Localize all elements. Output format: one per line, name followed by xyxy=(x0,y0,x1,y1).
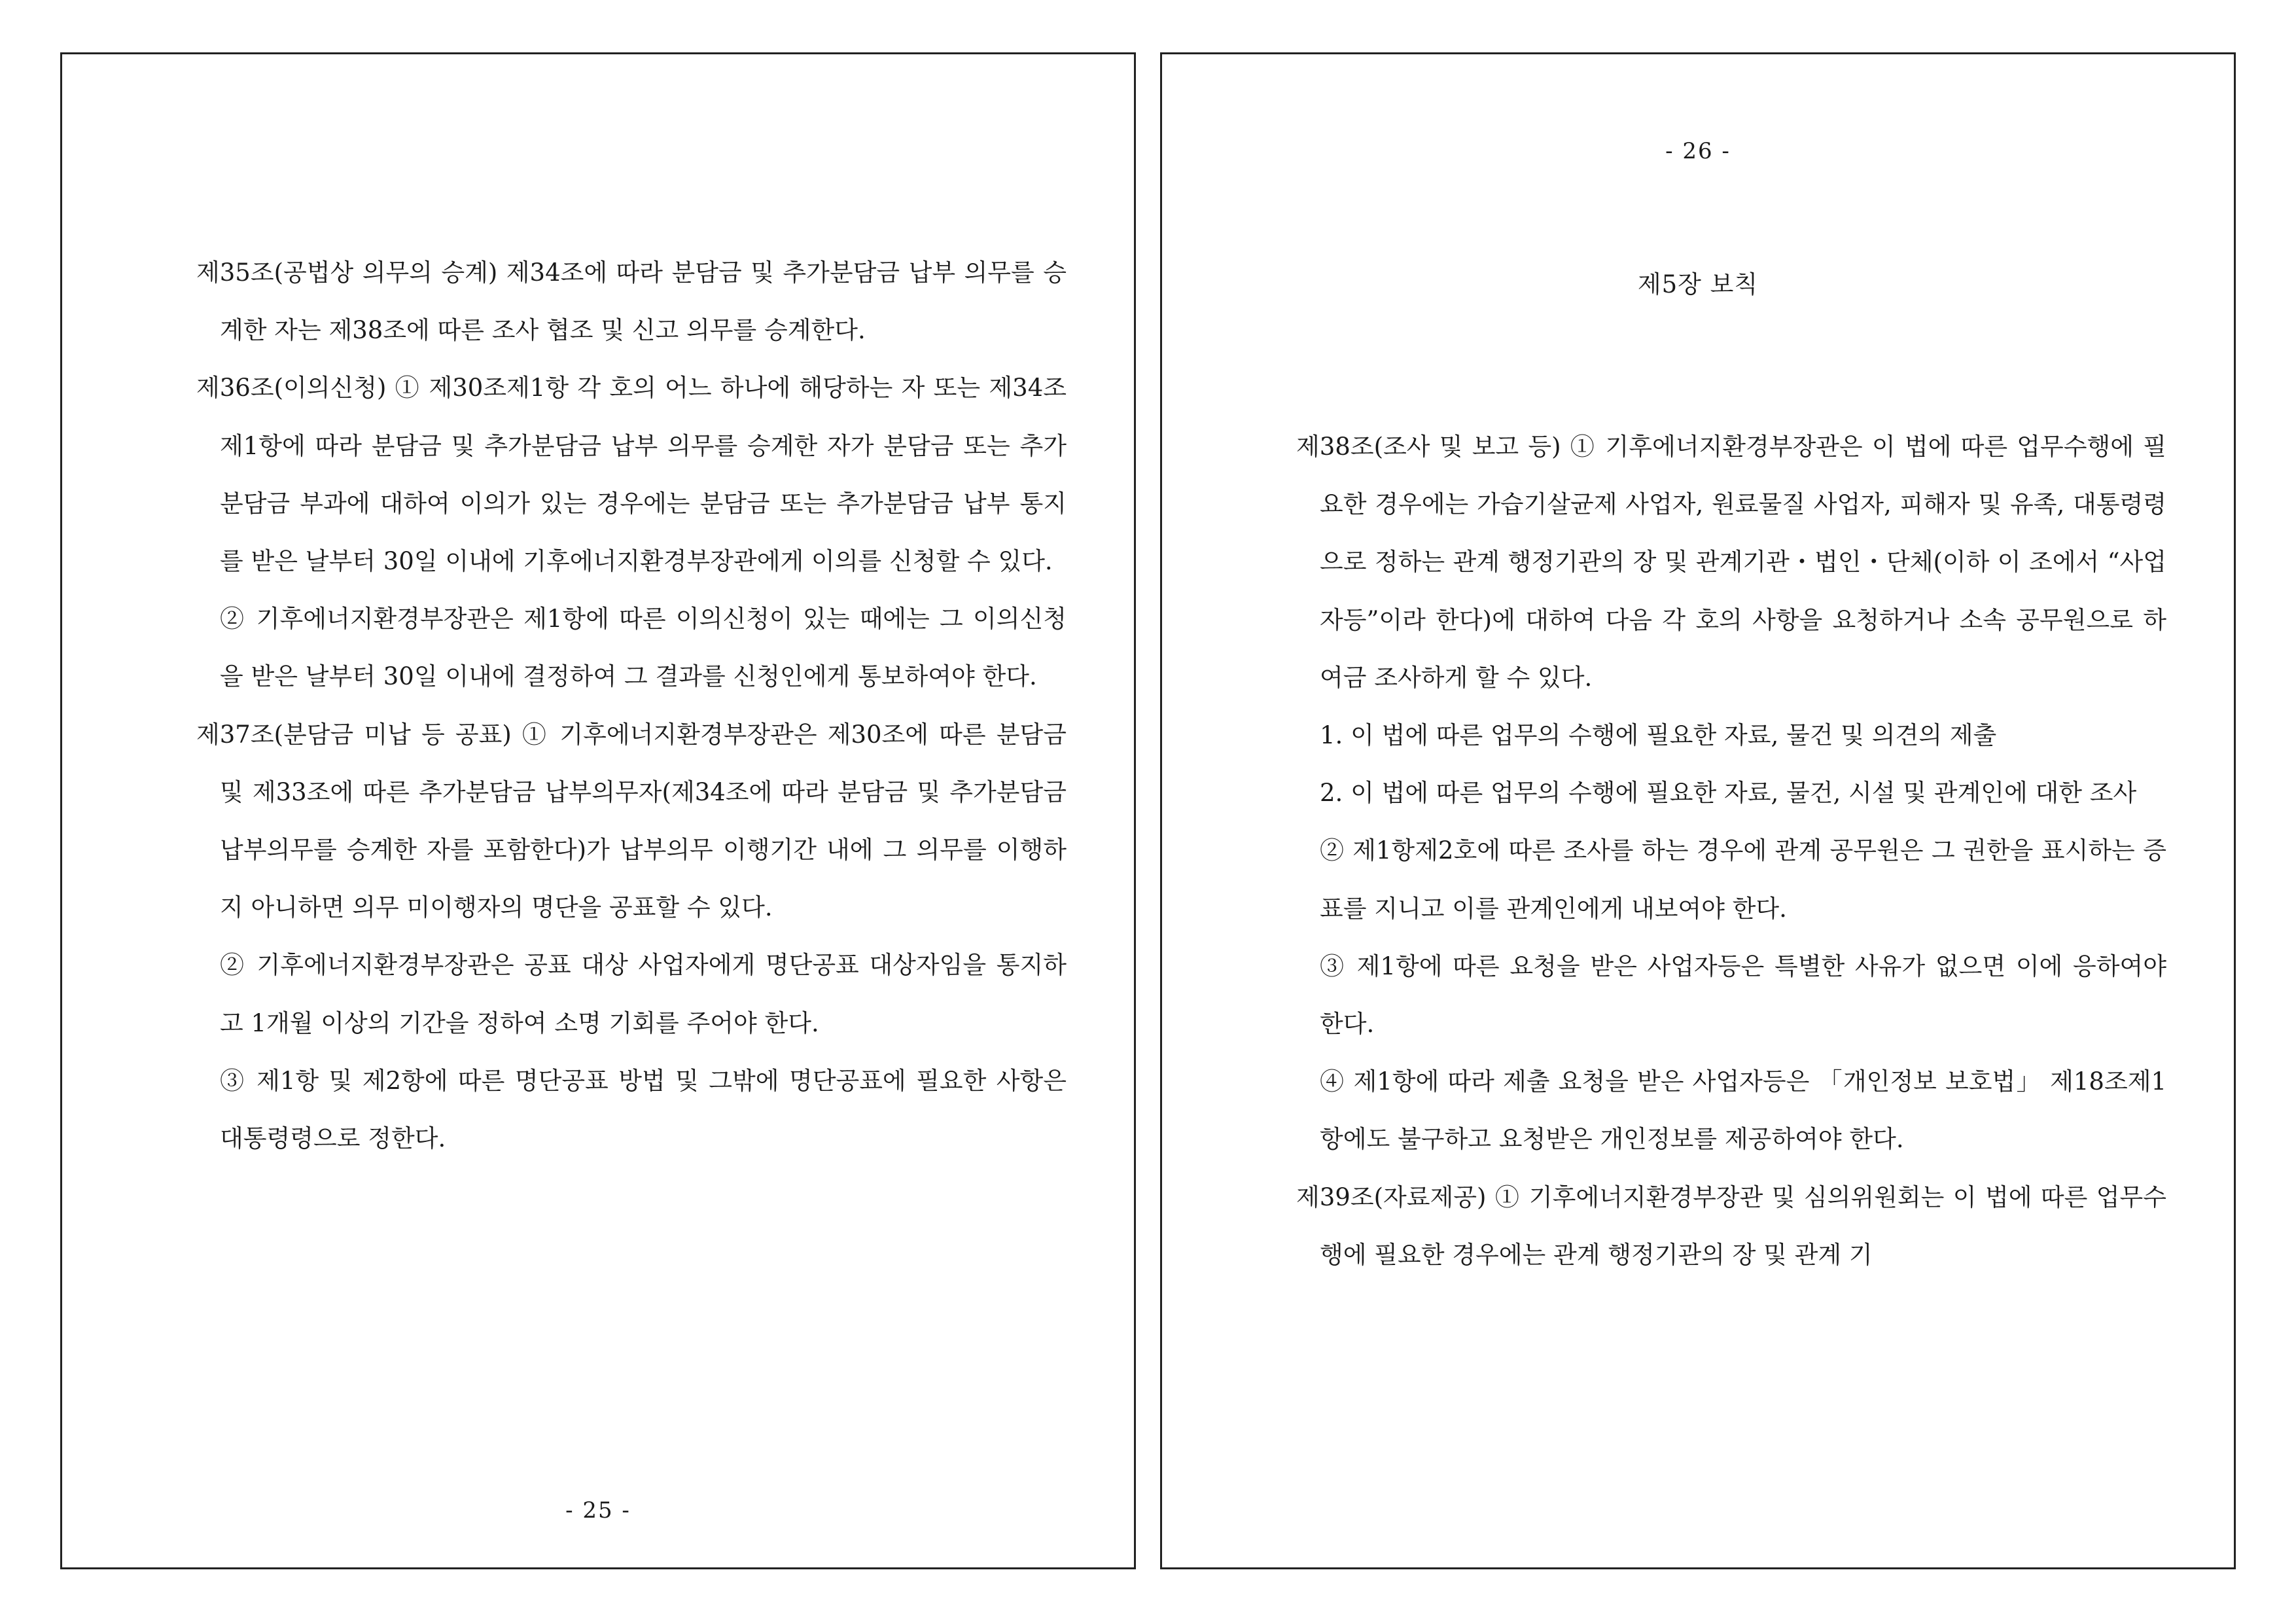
article-38-item-1: 1. 이 법에 따른 업무의 수행에 필요한 자료, 물건 및 의견의 제출 xyxy=(1320,721,1997,750)
article-36-para-2: ② 기후에너지환경부장관은 제1항에 따른 이의신청이 있는 때에는 그 이의신청을 받은 날부터 30일 이내에 결정하여 그 결과를 신청인에게 통보하여야 한다. xyxy=(220,605,1067,691)
article-37-para-1: 제37조(분담금 미납 등 공표) ① 기후에너지환경부장관은 제30조에 따른 분담금 및 제33조에 따른 추가분담금 납부의무자(제34조에 따라 분담금 및 추가분담금 납부의무를 승계한 자를 포함한다)가 납부의무 이행기간 내에 그 의무를 이행하지 아니하면 의무 미이행자의 명단을 공표할 수 있다. xyxy=(196,720,1067,922)
page-number: - 25 - xyxy=(565,1497,631,1524)
article-37-para-3: ③ 제1항 및 제2항에 따른 명단공표 방법 및 그밖에 명단공표에 필요한 사항은 대통령령으로 정한다. xyxy=(220,1066,1067,1153)
article-38-para-2: ② 제1항제2호에 따른 조사를 하는 경우에 관계 공무원은 그 권한을 표시하는 증표를 지니고 이를 관계인에게 내보여야 한다. xyxy=(1320,836,2166,923)
left-page-body xyxy=(196,244,1067,1168)
right-page-body xyxy=(1296,418,2166,1284)
article-38-para-3: ③ 제1항에 따른 요청을 받은 사업자등은 특별한 사유가 없으면 이에 응하여야 한다. xyxy=(1320,952,2166,1039)
article-37-para-2: ② 기후에너지환경부장관은 공표 대상 사업자에게 명단공표 대상자임을 통지하고 1개월 이상의 기간을 정하여 소명 기회를 주어야 한다. xyxy=(220,951,1067,1037)
right-page xyxy=(1160,52,2236,1569)
left-page xyxy=(60,52,1136,1569)
article-36-para-1: 제36조(이의신청) ① 제30조제1항 각 호의 어느 하나에 해당하는 자 또는 제34조제1항에 따라 분담금 및 추가분담금 납부 의무를 승계한 자가 분담금 또는 추가분담금 부과에 대하여 이의가 있는 경우에는 분담금 또는 추가분담금 납부 통지를 받은 날부터 30일 이내에 기후에너지환경부장관에게 이의를 신청할 수 있다. xyxy=(196,374,1067,576)
chapter-title: 제5장 보칙 xyxy=(1637,270,1759,298)
article-38-item-2: 2. 이 법에 따른 업무의 수행에 필요한 자료, 물건, 시설 및 관계인에 대한 조사 xyxy=(1320,779,2137,808)
article-38-para-1: 제38조(조사 및 보고 등) ① 기후에너지환경부장관은 이 법에 따른 업무수행에 필요한 경우에는 가습기살균제 사업자, 원료물질 사업자, 피해자 및 유족, 대통령령으로 정하는 관계 행정기관의 장 및 관계기관・법인・단체(이하 이 조에서 “사업자등”이라 한다)에 대하여 다음 각 호의 사항을 요청하거나 소속 공무원으로 하여금 조사하게 할 수 있다. xyxy=(1296,433,2166,692)
article-38-para-4: ④ 제1항에 따라 제출 요청을 받은 사업자등은 「개인정보 보호법」 제18조제1항에도 불구하고 요청받은 개인정보를 제공하여야 한다. xyxy=(1320,1067,2166,1154)
article-39-para-1: 제39조(자료제공) ① 기후에너지환경부장관 및 심의위원회는 이 법에 따른 업무수행에 필요한 경우에는 관계 행정기관의 장 및 관계 기 xyxy=(1296,1183,2166,1269)
article-35: 제35조(공법상 의무의 승계) 제34조에 따라 분담금 및 추가분담금 납부 의무를 승계한 자는 제38조에 따른 조사 협조 및 신고 의무를 승계한다. xyxy=(196,259,1067,345)
page-number: - 26 - xyxy=(1665,138,1731,164)
